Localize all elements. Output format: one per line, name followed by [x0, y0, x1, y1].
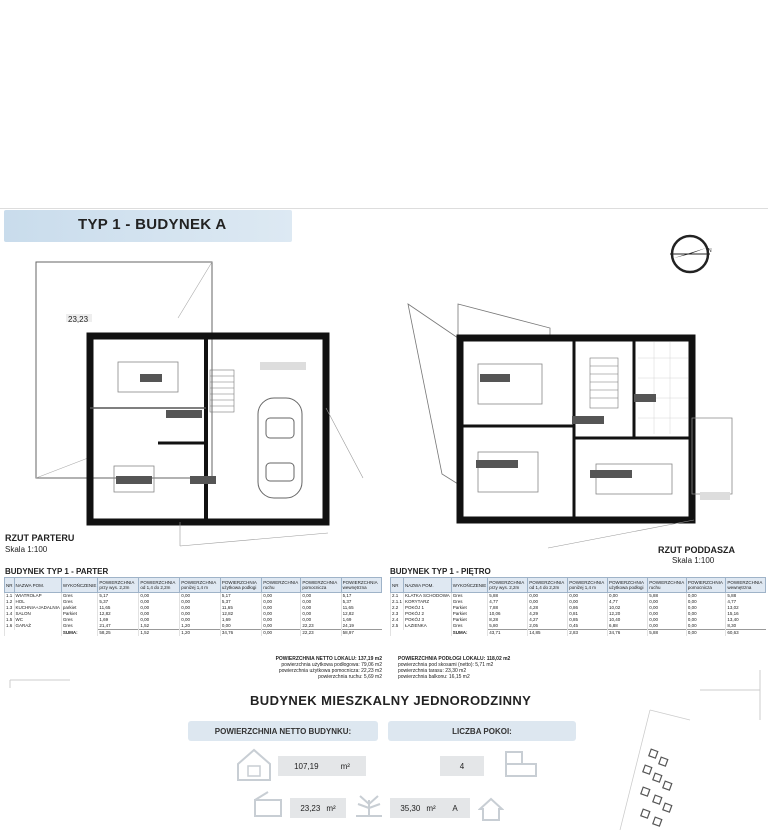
table-sum-label: SUMA: [61, 630, 98, 637]
total-value: 137,19 m2 [356, 656, 382, 662]
table-cell: Gres [61, 617, 98, 623]
ground-floor-plan [28, 258, 373, 550]
table-cell: KORYTARZ [404, 599, 452, 605]
table-cell: 0,00 [180, 611, 221, 617]
table-cell: 0,00 [648, 617, 687, 623]
total-value: 22,23 m2 [359, 668, 382, 674]
table-cell: 1,69 [341, 617, 381, 623]
table-cell: 1.1 [6, 593, 13, 598]
garden-area-unit: m² [426, 803, 436, 813]
table-cell: 0,00 [301, 593, 341, 600]
ground-plan-caption: RZUT PARTERU [5, 533, 75, 543]
table-header-cell: POWIERZCHNIA od 1,4 do 2,2m [139, 578, 180, 593]
table-sum-cell: 0,00 [262, 630, 301, 637]
table-sum-cell: 43,71 [488, 630, 528, 637]
table-cell: 4,29 [528, 611, 568, 617]
table-cell: 0,00 [139, 593, 180, 600]
car-icon [258, 398, 302, 498]
garden-area-value: 35,30 [400, 803, 421, 813]
table-header-cell: POWIERZCHNIA użytkowa podłogi [607, 578, 647, 593]
terrace-tag: 23,23 [68, 315, 89, 324]
upper-plan-caption: RZUT PODDASZA [658, 545, 735, 555]
table-cell: KLATKA SCHODOWA [405, 593, 450, 598]
table-cell: 0,00 [686, 593, 726, 600]
table-header-cell: POWIERZCHNIA poniżej 1,4 m [180, 578, 221, 593]
table-cell: 1.2 [6, 599, 13, 604]
rooms-count-value: 4 [440, 756, 484, 776]
table-cell: parkiet [61, 605, 98, 611]
table-cell: 0,00 [686, 599, 726, 605]
table-cell: 10,40 [607, 617, 647, 623]
total-label: powierzchnia ruchu: [318, 674, 363, 680]
table-cell: 2.1 [391, 593, 404, 600]
table-cell: SALON [14, 611, 61, 617]
table-cell: 5,80 [488, 623, 528, 630]
table-upper-title: BUDYNEK TYP 1 - PIĘTRO [390, 567, 491, 576]
page-title: TYP 1 - BUDYNEK A [78, 216, 227, 233]
table-cell: Gres [451, 599, 488, 605]
table-cell: 24,19 [341, 623, 381, 630]
table-cell: 0,00 [686, 611, 726, 617]
table-cell: 0,00 [648, 605, 687, 611]
table-cell: Parkiet [451, 605, 488, 611]
table-cell: 4,77 [488, 599, 528, 605]
table-cell: 5,88 [488, 593, 528, 600]
table-cell: Parkiet [451, 611, 488, 617]
table-cell: 1,69 [220, 617, 261, 623]
table-sum-cell: 14,85 [528, 630, 568, 637]
table-cell: 4,28 [528, 605, 568, 611]
table-cell: 0,00 [648, 611, 687, 617]
table-cell: 5,17 [341, 593, 381, 600]
table-cell: ŁAZIENKA [404, 623, 452, 630]
table-cell: 4,77 [726, 599, 766, 605]
table-cell: 1.5 [6, 617, 13, 622]
total-label: powierzchnia tarasu: [398, 668, 444, 674]
table-cell: 5,88 [648, 593, 687, 600]
table-header-cell: WYKOŃCZENIE [61, 578, 98, 593]
svg-text:N: N [708, 248, 712, 254]
table-cell: 0,00 [180, 599, 221, 605]
total-label: powierzchnia użytkowa podłogowa: [281, 662, 360, 668]
terrace-area-value: 23,23 [300, 803, 321, 813]
table-cell: 2.2 [391, 605, 404, 611]
table-cell: 0,00 [262, 611, 301, 617]
net-area-label: POWIERZCHNIA NETTO BUDYNKU: [188, 721, 378, 741]
table-cell: 1.6 [6, 623, 13, 629]
table-cell: Parkiet [61, 611, 98, 617]
table-cell: WC [14, 617, 61, 623]
table-cell: 12,82 [341, 611, 381, 617]
total-label: POWIERZCHNIA PODŁOGI LOKALU: [398, 656, 486, 662]
table-cell: 0,00 [139, 611, 180, 617]
building-letter: A [440, 798, 470, 818]
table-cell: 0,00 [180, 617, 221, 623]
table-cell: 0,00 [220, 623, 261, 630]
table-cell: 2.4 [391, 617, 404, 623]
table-cell: 0,00 [528, 599, 568, 605]
bed-icon [502, 748, 540, 782]
table-cell: 0,00 [262, 617, 301, 623]
table-header-cell: POWIERZCHNIA wewnętrzna [726, 578, 766, 593]
table-header-cell: NR [391, 578, 404, 593]
table-cell: 1,20 [180, 623, 221, 630]
table-sum-cell: 5,88 [648, 630, 687, 637]
table-sum-row [5, 630, 382, 637]
table-cell: 5,37 [341, 599, 381, 605]
table-cell: 13,02 [726, 605, 766, 611]
table-cell: 5,37 [220, 599, 261, 605]
table-cell: 5,17 [98, 593, 139, 600]
upper-plan-scale: Skala 1:100 [672, 556, 715, 565]
table-sum-cell: 0,00 [686, 630, 726, 637]
table-cell: 12,20 [607, 611, 647, 617]
table-header-cell: POWIERZCHNIA przy wys. 2,2m [488, 578, 528, 593]
table-cell: 0,00 [648, 599, 687, 605]
rooms-count-label: LICZBA POKOI: [388, 721, 576, 741]
table-cell: 0,00 [301, 617, 341, 623]
table-cell: Gres [61, 623, 98, 630]
terrace-value-box [290, 798, 346, 818]
table-cell: 10,06 [488, 611, 528, 617]
table-cell: 0,00 [262, 605, 301, 611]
table-cell: 0,00 [262, 623, 301, 630]
total-value: 118,02 m2 [485, 656, 511, 662]
total-label: powierzchnia użytkowa pomocnicza: [278, 668, 360, 674]
table-cell: 11,65 [98, 605, 139, 611]
table-header-cell: POWIERZCHNIA pomocnicza [686, 578, 726, 593]
table-cell: 8,28 [488, 617, 528, 623]
table-cell: POKÓJ 3 [404, 617, 452, 623]
table-cell: POKÓJ 2 [404, 611, 452, 617]
table-cell: 0,00 [686, 623, 726, 630]
table-cell: 0,00 [686, 617, 726, 623]
table-header-cell: NAZWA POM. [14, 578, 61, 593]
total-value: 79,06 m2 [359, 662, 382, 668]
table-cell: 0,00 [607, 593, 647, 600]
table-header-cell: POWIERZCHNIA ruchu [648, 578, 687, 593]
table-cell: WIATROŁAP [14, 593, 61, 600]
garden-value-box [390, 798, 446, 818]
table-cell: 0,00 [180, 605, 221, 611]
table-sum-cell: 1,52 [139, 630, 180, 637]
table-cell: Parkiet [451, 617, 488, 623]
table-cell: Gres [61, 599, 98, 605]
table-cell: 0,00 [648, 623, 687, 630]
table-sum-cell: 58,97 [341, 630, 381, 637]
table-cell: 0,00 [262, 599, 301, 605]
garden-icon [352, 790, 386, 820]
table-cell: 0,00 [528, 593, 568, 600]
table-header-cell: WYKOŃCZENIE [451, 578, 488, 593]
table-cell: 2,05 [528, 623, 568, 630]
table-sum-cell: 1,20 [180, 630, 221, 637]
table-cell: 0,00 [180, 593, 221, 600]
table-cell: 0,85 [568, 617, 608, 623]
table-cell: 0,81 [568, 611, 608, 617]
total-value: 5,71 m2 [473, 662, 494, 668]
total-label: powierzchnia pod skosami (netto): [398, 662, 474, 668]
table-cell: 0,00 [301, 599, 341, 605]
north-arrow-icon [668, 232, 712, 276]
table-cell: 0,00 [568, 593, 608, 600]
site-plan-icon [636, 744, 686, 831]
table-cell [5, 630, 62, 637]
table-header-cell: NR [5, 578, 15, 593]
net-area-value-box [278, 756, 366, 776]
table-header-cell: POWIERZCHNIA wewnętrzna [341, 578, 381, 593]
total-value: 23,30 m2 [443, 668, 467, 674]
table-sum-cell: 22,23 [301, 630, 341, 637]
table-header-cell: POWIERZCHNIA przy wys. 2,2m [98, 578, 139, 593]
table-cell: Gres [61, 593, 98, 600]
table-cell: 0,00 [568, 599, 608, 605]
table-cell: 22,23 [301, 623, 341, 630]
table-sum-cell: 58,25 [98, 630, 139, 637]
table-cell: 1,52 [139, 623, 180, 630]
upper-floor-plan [404, 298, 744, 554]
table-cell: KUCHNIA+JADALNIA [15, 605, 60, 610]
table-cell: 13,40 [726, 617, 766, 623]
total-label: powierzchnia balkonu: [398, 674, 448, 680]
table-cell: POKÓJ 1 [404, 605, 452, 611]
table-sum-row [391, 630, 766, 637]
table-cell: 4,27 [528, 617, 568, 623]
table-sum-label: SUMA: [451, 630, 488, 637]
table-header-cell: POWIERZCHNIA poniżej 1,4 m [568, 578, 608, 593]
table-cell: Gres [451, 623, 488, 630]
table-header-cell: POWIERZCHNIA użytkowa podłogi [220, 578, 261, 593]
table-sum-cell: 34,76 [220, 630, 261, 637]
net-area-value: 107,19 [294, 761, 319, 771]
home-icon [478, 796, 504, 822]
table-cell: 0,00 [301, 605, 341, 611]
table-cell: 6,88 [607, 623, 647, 630]
table-cell: 0,00 [262, 593, 301, 600]
table-cell: 0,00 [686, 605, 726, 611]
table-ground-title: BUDYNEK TYP 1 - PARTER [5, 567, 109, 576]
table-cell: 1.4 [6, 611, 13, 616]
table-cell: 5,37 [98, 599, 139, 605]
total-value: 16,15 m2 [447, 674, 470, 680]
table-cell: 0,00 [139, 599, 180, 605]
table-header-cell: POWIERZCHNIA od 1,4 do 2,2m [528, 578, 568, 593]
table-cell: 2.3 [391, 611, 404, 617]
table-sum-cell: 34,76 [607, 630, 647, 637]
table-header-cell: NAZWA POM. [404, 578, 452, 593]
table-cell: 12,82 [220, 611, 261, 617]
table-cell: 5,88 [726, 593, 766, 600]
table-cell: 2.1.1 [392, 599, 403, 604]
upper-rooms-table [390, 577, 766, 636]
table-cell: 0,86 [568, 605, 608, 611]
table-cell: 11,65 [220, 605, 261, 611]
table-cell: 15,16 [726, 611, 766, 617]
house-area-icon [234, 746, 274, 782]
table-cell: 4,77 [607, 599, 647, 605]
table-cell: 1.3 [6, 605, 13, 610]
table-cell: HOL [14, 599, 61, 605]
table-cell: 5,17 [220, 593, 261, 600]
table-sum-cell: 60,63 [726, 630, 766, 637]
table-cell: 7,88 [488, 605, 528, 611]
summary-title: BUDYNEK MIESZKALNY JEDNORODZINNY [250, 693, 532, 708]
total-value: 5,69 m2 [362, 674, 382, 680]
table-cell: 0,00 [139, 617, 180, 623]
table-cell: 21,47 [98, 623, 139, 630]
table-cell: 0,00 [301, 611, 341, 617]
table-cell: 10,02 [607, 605, 647, 611]
table-sum-cell: 2,83 [568, 630, 608, 637]
table-cell: GARAŻ [14, 623, 61, 630]
table-cell: 0,00 [139, 605, 180, 611]
ground-plan-scale: Skala 1:100 [5, 545, 48, 554]
ground-rooms-table [4, 577, 382, 636]
table-cell: 2.5 [391, 623, 404, 630]
table-header-cell: POWIERZCHNIA pomocnicza [301, 578, 341, 593]
table-cell: 0,45 [568, 623, 608, 630]
table-cell: 8,30 [726, 623, 766, 630]
table-cell [391, 630, 452, 637]
net-area-unit: m² [340, 761, 350, 771]
table-cell: 11,65 [341, 605, 381, 611]
terrace-area-unit: m² [326, 803, 336, 813]
table-cell: Gres [451, 593, 488, 600]
table-cell: 1,69 [98, 617, 139, 623]
table-cell: 12,82 [98, 611, 139, 617]
total-label: POWIERZCHNIA NETTO LOKALU: [275, 656, 357, 662]
table-header-cell: POWIERZCHNIA ruchu [262, 578, 301, 593]
terrace-icon [252, 790, 284, 820]
